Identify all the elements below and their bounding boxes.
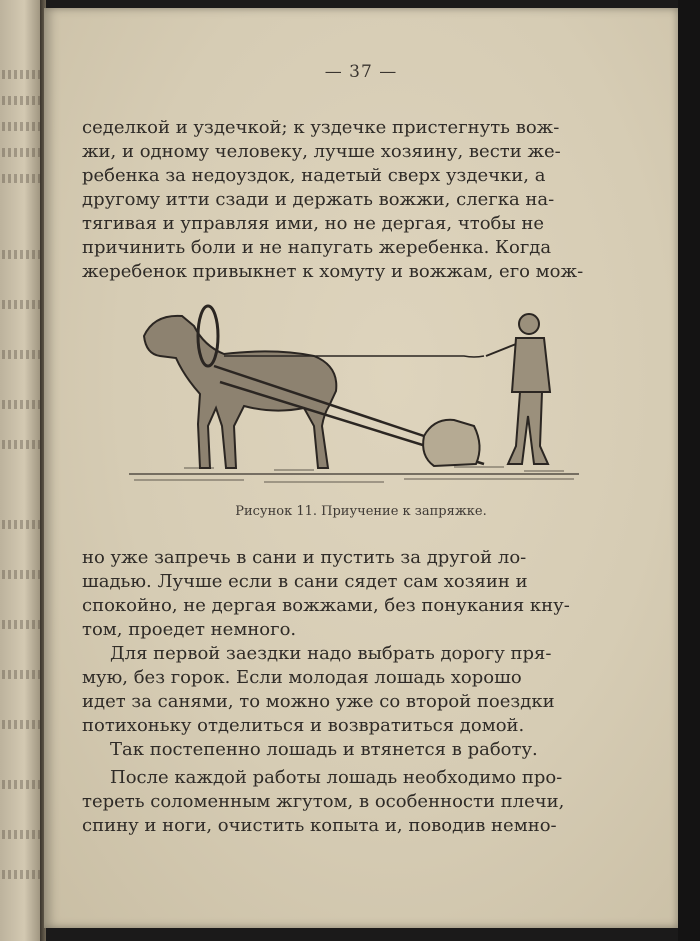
text-line: тереть соломенным жгутом, в особенности плечи,: [82, 791, 565, 812]
text-line: Так постепенно лошадь и втянется в работу.: [110, 739, 538, 760]
figure-caption: Рисунок 11. Приучение к запряжке.: [235, 504, 487, 519]
text-line: причинить боли и не напугать жеребенка. Когда: [82, 237, 552, 258]
text-line: другому итти сзади и держать вожжи, слегка на-: [82, 189, 555, 210]
text-line: жеребенок привыкнет к хомуту и вожжам, его мож-: [82, 261, 584, 282]
page-number: — 37 —: [324, 62, 398, 82]
text-line: потихоньку отделиться и возвратиться домой.: [82, 715, 525, 736]
text-line: шадью. Лучше если в сани сядет сам хозяин и: [82, 571, 528, 592]
text-line: Для первой заездки надо выбрать дорогу пря-: [110, 643, 552, 664]
text-line: спокойно, не дергая вожжами, без понукания кну-: [82, 595, 570, 616]
text-line: ребенка за недоуздок, надетый сверх уздечки, а: [82, 165, 546, 186]
text-line: седелкой и уздечкой; к уздечке пристегнуть вож-: [82, 117, 560, 138]
text-line: спину и ноги, очистить копыта и, поводив немно-: [82, 815, 557, 836]
facing-page-edge: [0, 0, 44, 941]
book-page: [44, 8, 678, 928]
text-line: мую, без горок. Если молодая лошадь хорошо: [82, 667, 522, 688]
horse-training-illustration: [124, 296, 584, 496]
text-line: но уже запречь в сани и пустить за другой ло-: [82, 547, 527, 568]
text-line: После каждой работы лошадь необходимо про-: [110, 767, 563, 788]
text-line: идет за санями, то можно уже со второй поездки: [82, 691, 555, 712]
text-line: жи, и одному человеку, лучше хозяину, вести же-: [82, 141, 561, 162]
background-edge: [678, 0, 700, 941]
text-line: тягивая и управляя ими, но не дергая, чтобы не: [82, 213, 545, 234]
text-line: том, проедет немного.: [82, 619, 297, 640]
